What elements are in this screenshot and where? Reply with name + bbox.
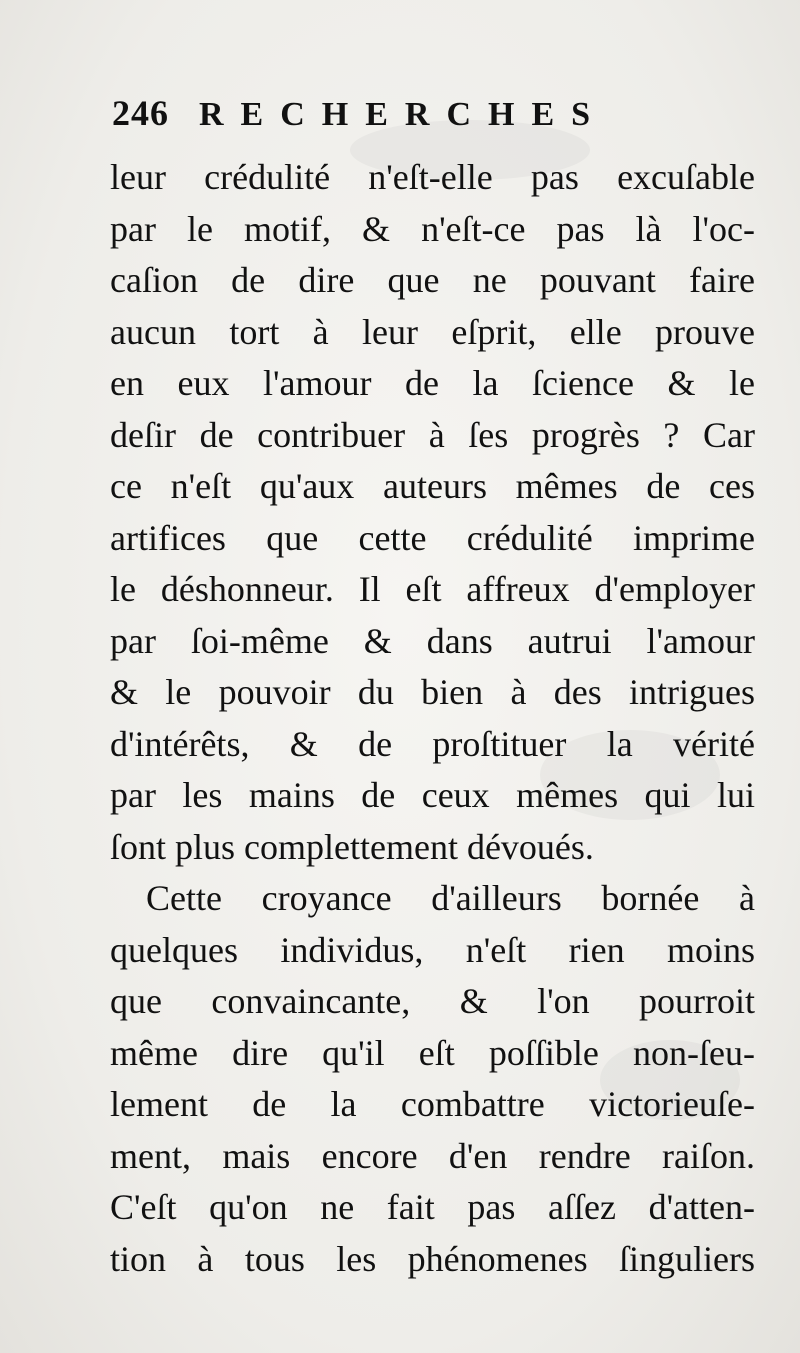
text-line: par le motif, & n'eſt-ce pas là l'oc- — [110, 208, 755, 249]
page-header — [112, 92, 732, 142]
text-line: aucun tort à leur eſprit, elle prouve — [110, 311, 755, 352]
text-line: le déshonneur. Il eſt affreux d'employer — [110, 569, 755, 609]
page-number: 246 — [112, 93, 169, 133]
text-line: tion à tous les phénomenes ſinguliers — [110, 1238, 755, 1279]
text-line: leur crédulité n'eſt-elle pas excuſable — [110, 157, 755, 197]
text-line: lement de la combattre victorieuſe- — [110, 1084, 755, 1124]
text-line: artifices que cette crédulité imprime — [110, 517, 755, 558]
text-line: ment, mais encore d'en rendre raiſon. — [110, 1135, 755, 1176]
body-text — [110, 152, 755, 1285]
paragraph-first-line: Cette croyance d'ailleurs bornée à — [146, 878, 755, 918]
text-line: quelques individus, n'eſt rien moins — [110, 929, 755, 970]
text-line: par ſoi-même & dans autrui l'amour — [110, 620, 755, 661]
text-line: par les mains de ceux mêmes qui lui — [110, 775, 755, 815]
text-line: & le pouvoir du bien à des intrigues — [110, 672, 755, 712]
text-line: deſir de contribuer à ſes progrès ? Car — [110, 414, 755, 455]
text-line: d'intérêts, & de proſtituer la vérité — [110, 723, 755, 764]
text-line: même dire qu'il eſt poſſible non-ſeu- — [110, 1032, 755, 1073]
running-head: RECHERCHES — [199, 96, 608, 133]
text-line: que convaincante, & l'on pourroit — [110, 981, 755, 1021]
text-line: C'eſt qu'on ne fait pas aſſez d'atten- — [110, 1187, 755, 1227]
text-line: en eux l'amour de la ſcience & le — [110, 363, 755, 403]
text-line: ce n'eſt qu'aux auteurs mêmes de ces — [110, 466, 755, 506]
text-line: ſont plus complettement dévoués. — [110, 826, 594, 867]
text-line: caſion de dire que ne pouvant faire — [110, 260, 755, 300]
